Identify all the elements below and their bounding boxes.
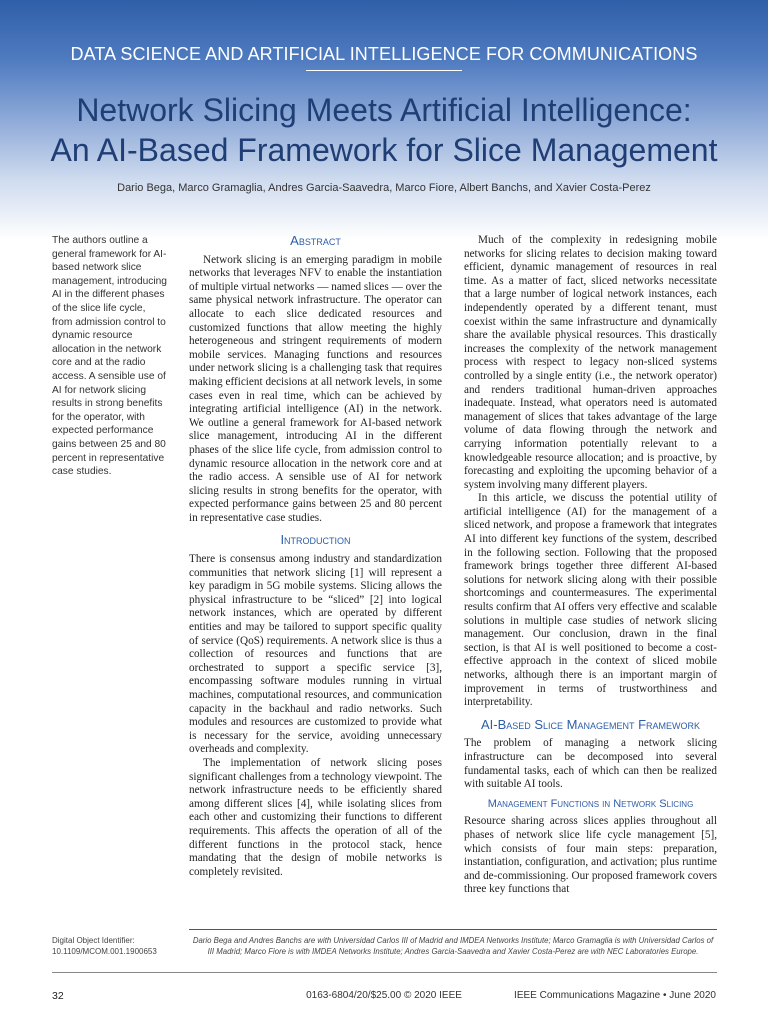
abstract-text: Network slicing is an emerging paradigm in mobile networks that leverages NFV to enable the instantiation of multiple virtual networks — named slices — over the same physical network infrastructure. The operator can allocate to each slice dedicated resources and customized functions that allow meeting the highly heterogeneous and stringent requirements of modern mobile services. Managing functions and resources under network slicing is a challenging task that requires making efficient decisions at all network levels, in some cases even in real time, which can be achieved by integrating artificial intelligence (AI) in the network. We outline a general framework for AI-based network slice management, introducing AI in the different phases of the slice life cycle, from admission control to dynamic resource allocation in the network core and at the radio access. A sensible use of AI for network slicing results in strong benefits for the operator, with expected performance gains between 25 and 80 percent in representative case studies. (189, 253, 442, 524)
introduction-paragraph-2: The implementation of network slicing poses significant challenges from a technology viewpoint. The network infrastructure needs to be efficiently shared among different slices [4], while isolating slices from each other and customizing their functions to different requirements. This affects the operation of all of the different functions in the protocol stack, hence mandating that the design of mobile networks is completely revisited. (189, 756, 442, 878)
paper-title-line-1: Network Slicing Meets Artificial Intelligence: (76, 92, 692, 128)
body-paragraph-1: Much of the complexity in redesigning mobile networks for slicing relates to decision making toward efficient, dynamic management of resources in real time. As a matter of fact, sliced networks necessitate that a large number of logical network instances, each independently operated by a different tenant, must coexist within the same infrastructure and dynamically share the available physical resources. This drastically increases the complexity of the network management process with respect to legacy non-sliced systems controlled by a single entity (i.e., the network operator) and renders traditional human-driven approaches inadequate. Instead, what operators need is automated management of slices that takes advantage of the large volume of data flowing through the network and carrying information potentially relevant to a knowledgeable resource allocation; and is proactive, by forecasting and exploiting the upcoming behavior of a system involving many different players. (464, 234, 717, 491)
management-functions-paragraph: Resource sharing across slices applies throughout all phases of network slice life cycle management [5], which consists of four main steps: preparation, instantiation, configuration, and activation; plus runtime and de-commissioning. Our proposed framework covers three key functions that (464, 815, 717, 896)
paper-title (20, 90, 748, 170)
introduction-heading: Introduction (280, 532, 351, 548)
sidebar-summary: The authors outline a general framework for AI-based network slice management, introducing AI in the different phases of the slice life cycle, from admission control to dynamic resource allocation in the network core and at the radio access. A sensible use of AI for network slicing results in strong benefits for the operator, with expected performance gains between 25 and 80 percent in representative case studies. (52, 235, 167, 478)
journal-issue: IEEE Communications Magazine • June 2020 (514, 990, 716, 1001)
issn-copyright: 0163-6804/20/$25.00 © 2020 IEEE (306, 990, 462, 1001)
footnote-divider (189, 929, 717, 930)
management-functions-heading: Management Functions in Network Slicing (487, 797, 694, 810)
doi-label: Digital Object Identifier: 10.1109/MCOM.001.1900653 (52, 936, 157, 956)
author-list: Dario Bega, Marco Gramaglia, Andres Garcia-Saavedra, Marco Fiore, Albert Banchs, and Xavier Costa-Perez (117, 182, 651, 194)
body-paragraph-2: In this article, we discuss the potential utility of artificial intelligence (AI) for the management of a sliced network, and propose a framework that integrates AI into different key functions of the system, described in the following section. Following that the proposed framework brings together three different AI-based solutions for network slicing along with their possible shortcomings and countermeasures. The experimental results confirm that AI offers very effective and scalable solutions in multiple case studies of network slicing management. Our conclusion, drawn in the final section, is that AI is well positioned to become a cost-effective approach in the context of sliced mobile networks, although there is an important margin of improvement in terms of trustworthiness and interpretability. (464, 492, 717, 709)
section-divider (306, 70, 462, 71)
framework-heading: AI-Based Slice Management Framework (480, 716, 701, 732)
page-footer-divider (52, 972, 717, 973)
page-number: 32 (52, 990, 64, 1002)
section-title: DATA SCIENCE AND ARTIFICIAL INTELLIGENCE FOR COMMUNICATIONS (70, 44, 698, 64)
author-affiliations: Dario Bega and Andres Banchs are with Universidad Carlos III of Madrid and IMDEA Networks Institute; Marco Gramaglia is with Universidad Carlos of III Madrid; Marco Fiore is with IMDEA Networks Institute; Andres Garcia-Saavedra and Xavier Costa-Perez are with NEC Laboratories Europe. (192, 936, 714, 956)
column-right (464, 234, 717, 897)
abstract-heading: Abstract (290, 233, 341, 248)
framework-paragraph: The problem of managing a network slicing infrastructure can be decomposed into several fundamental tasks, each of which can then be realized with suitable AI tools. (464, 737, 717, 791)
paper-title-line-2: An AI-Based Framework for Slice Management (50, 132, 718, 168)
introduction-paragraph-1: There is consensus among industry and standardization communities that network slicing [1] will represent a key paradigm in 5G mobile systems. Slicing allows the physical infrastructure to be “sliced” [2] into logical network instances, which are operated by different entities and may be tailored to support specific quality of service (QoS) requirements. A network slice is thus a collection of resources and functions that are orchestrated to support a specific service [3], encompassing software modules running in virtual machines, computational resources, and communication capacity in the backhaul and radio networks. Such modules and resources are customized to provide what is necessary for the service, avoiding unnecessary overheads and complexity. (189, 553, 442, 756)
column-left (189, 234, 442, 879)
